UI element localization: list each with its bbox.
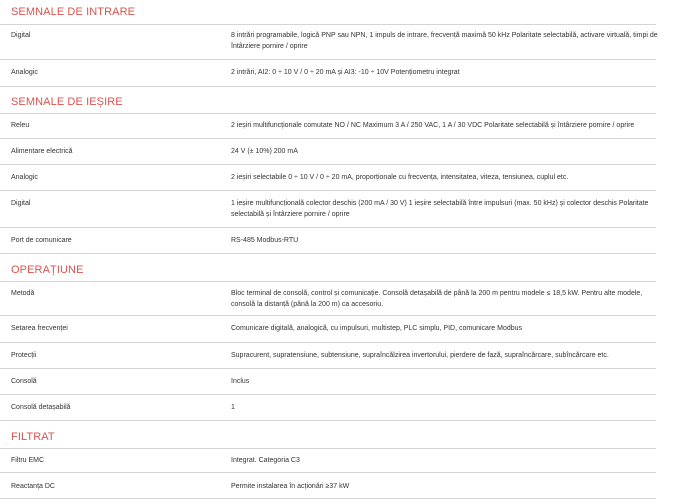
section-title-filtering: FILTRAT xyxy=(11,431,55,443)
divider xyxy=(0,24,656,25)
row-label: Metodă xyxy=(11,290,35,297)
divider xyxy=(0,342,656,343)
section-title-inputs: SEMNALE DE INTRARE xyxy=(11,6,136,18)
row-value: 2 ieșiri selectabile 0 ÷ 10 V / 0 ÷ 20 mA, proporționale cu frecvența, intensitatea, viteza, tensiunea, cuplul etc. xyxy=(231,174,569,181)
row-value: 8 intrări programabile, logică PNP sau NPN, 1 impuls de intrare, frecvență maximă 50 kHz Polaritate selectabilă, activare virtuală, timpi de întârziere pornire / oprire xyxy=(231,32,658,50)
row-label: Digital xyxy=(11,200,31,207)
row-value: Integrat. Categoria C3 xyxy=(231,457,300,464)
row-label: Filtru EMC xyxy=(11,457,45,464)
divider xyxy=(0,86,656,87)
divider xyxy=(0,368,656,369)
row-value: 1 ieșire multifuncțională colector deschis (200 mA / 30 V) 1 ieșire selectabilă între impulsuri (max. 50 kHz) și colector deschis Polaritate selectabilă și întârziere pornire / oprire xyxy=(231,200,649,218)
row-value: 24 V (± 10%) 200 mA xyxy=(231,148,298,155)
divider xyxy=(0,113,656,114)
section-title-operation: OPERAȚIUNE xyxy=(11,264,84,276)
divider xyxy=(0,138,656,139)
row-label: Alimentare electrică xyxy=(11,148,73,155)
divider xyxy=(0,253,656,254)
divider xyxy=(0,227,656,228)
row-label: Reactanța DC xyxy=(11,483,55,490)
row-label: Port de comunicare xyxy=(11,237,72,244)
divider xyxy=(0,190,656,191)
section-title-outputs: SEMNALE DE IEȘIRE xyxy=(11,96,123,108)
row-value: RS-485 Modbus-RTU xyxy=(231,237,299,244)
row-value: Bloc terminal de consolă, control și comunicație. Consolă detașabilă de până la 200 m pentru modele ≤ 18,5 kW. Pentru alte modele, consolă la distanță (până la 200 m) ca accesoriu. xyxy=(231,290,643,308)
row-label: Consolă detașabilă xyxy=(11,404,71,411)
row-label: Setarea frecvenței xyxy=(11,325,68,332)
divider xyxy=(0,448,656,449)
row-value: Inclus xyxy=(231,378,250,385)
row-label: Protecții xyxy=(11,352,37,359)
divider xyxy=(0,472,656,473)
row-value: 2 intrări, AI2: 0 ÷ 10 V / 0 ÷ 20 mA și AI3: -10 ÷ 10V Potențiometru integrat xyxy=(231,69,460,76)
divider xyxy=(0,498,656,499)
divider xyxy=(0,281,656,282)
row-label: Releu xyxy=(11,122,30,129)
row-label: Analogic xyxy=(11,174,38,181)
divider xyxy=(0,315,656,316)
divider xyxy=(0,59,656,60)
row-label: Digital xyxy=(11,32,31,39)
row-value: Comunicare digitală, analogică, cu impulsuri, multistep, PLC simplu, PID, comunicare Modbus xyxy=(231,325,523,332)
divider xyxy=(0,420,656,421)
divider xyxy=(0,164,656,165)
row-value: Permite instalarea în acționări ≥37 kW xyxy=(231,483,350,490)
row-value: 1 xyxy=(231,404,235,411)
row-value: 2 ieșiri multifuncționale comutate NO / NC Maximum 3 A / 250 VAC, 1 A / 30 VDC Polaritate selectabilă și întârziere pornire / oprire xyxy=(231,122,635,129)
row-value: Supracurent, supratensiune, subtensiune, supraîncălzirea invertorului, pierdere de fază, supraîncărcare, subîncărcare etc. xyxy=(231,352,609,359)
row-label: Analogic xyxy=(11,69,38,76)
row-label: Consolă xyxy=(11,378,37,385)
divider xyxy=(0,394,656,395)
